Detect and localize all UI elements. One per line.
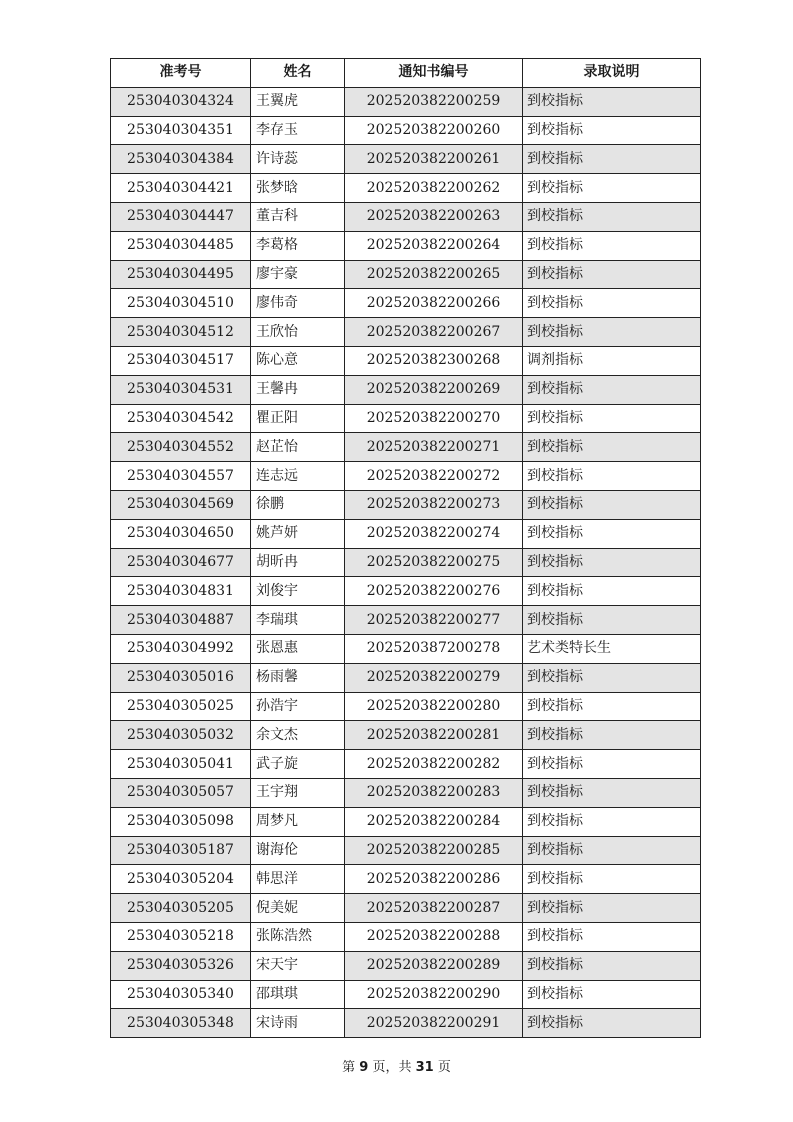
cell-notice-number: 202520382200285 [345, 836, 523, 865]
cell-admission-note: 到校指标 [523, 116, 701, 145]
cell-name: 谢海伦 [251, 836, 345, 865]
table-row [111, 346, 701, 375]
cell-admission-note: 到校指标 [523, 951, 701, 980]
table-row [111, 462, 701, 491]
cell-notice-number: 202520382200259 [345, 87, 523, 116]
cell-notice-number: 202520382200264 [345, 231, 523, 260]
cell-admission-note: 调剂指标 [523, 346, 701, 375]
cell-notice-number: 202520382200279 [345, 663, 523, 692]
cell-exam-number: 253040304510 [111, 289, 251, 318]
cell-notice-number: 202520382200272 [345, 462, 523, 491]
table-body [111, 87, 701, 1037]
table-row [111, 836, 701, 865]
table-row [111, 922, 701, 951]
cell-name: 陈心意 [251, 346, 345, 375]
table-row [111, 289, 701, 318]
cell-admission-note: 到校指标 [523, 375, 701, 404]
cell-name: 董吉科 [251, 202, 345, 231]
footer-prefix: 第 [342, 1060, 360, 1075]
cell-name: 邵琪琪 [251, 980, 345, 1009]
cell-exam-number: 253040304324 [111, 87, 251, 116]
table-row [111, 778, 701, 807]
footer-total-pages: 31 [415, 1060, 434, 1075]
cell-name: 李葛格 [251, 231, 345, 260]
table-row [111, 375, 701, 404]
cell-notice-number: 202520382200275 [345, 548, 523, 577]
cell-admission-note: 到校指标 [523, 980, 701, 1009]
cell-notice-number: 202520382200262 [345, 174, 523, 203]
cell-admission-note: 到校指标 [523, 404, 701, 433]
table-header [111, 59, 701, 88]
cell-name: 廖伟奇 [251, 289, 345, 318]
cell-name: 韩思洋 [251, 865, 345, 894]
table-row [111, 87, 701, 116]
cell-exam-number: 253040305340 [111, 980, 251, 1009]
cell-notice-number: 202520382200289 [345, 951, 523, 980]
cell-notice-number: 202520382200273 [345, 490, 523, 519]
cell-exam-number: 253040305205 [111, 894, 251, 923]
cell-admission-note: 到校指标 [523, 692, 701, 721]
footer-middle: 页，共 [368, 1060, 416, 1075]
cell-notice-number: 202520382200288 [345, 922, 523, 951]
table-row [111, 663, 701, 692]
cell-admission-note: 到校指标 [523, 865, 701, 894]
cell-exam-number: 253040304557 [111, 462, 251, 491]
header-row [111, 59, 701, 88]
cell-exam-number: 253040304569 [111, 490, 251, 519]
cell-exam-number: 253040304677 [111, 548, 251, 577]
cell-name: 瞿正阳 [251, 404, 345, 433]
cell-exam-number: 253040305098 [111, 807, 251, 836]
cell-exam-number: 253040304495 [111, 260, 251, 289]
cell-exam-number: 253040305057 [111, 778, 251, 807]
admission-list-sheet [110, 58, 700, 1038]
cell-exam-number: 253040305348 [111, 1009, 251, 1038]
cell-name: 连志远 [251, 462, 345, 491]
table-row [111, 318, 701, 347]
cell-name: 赵芷怡 [251, 433, 345, 462]
cell-exam-number: 253040304992 [111, 634, 251, 663]
cell-notice-number: 202520382200270 [345, 404, 523, 433]
table-row [111, 606, 701, 635]
table-row [111, 174, 701, 203]
cell-notice-number: 202520387200278 [345, 634, 523, 663]
table-row [111, 577, 701, 606]
cell-name: 徐鹏 [251, 490, 345, 519]
cell-exam-number: 253040304512 [111, 318, 251, 347]
cell-name: 宋天宇 [251, 951, 345, 980]
cell-exam-number: 253040305326 [111, 951, 251, 980]
cell-exam-number: 253040304447 [111, 202, 251, 231]
table-row [111, 980, 701, 1009]
cell-notice-number: 202520382200286 [345, 865, 523, 894]
page-footer [0, 1056, 793, 1075]
table-row [111, 865, 701, 894]
cell-name: 王欣怡 [251, 318, 345, 347]
cell-notice-number: 202520382200266 [345, 289, 523, 318]
cell-notice-number: 202520382200274 [345, 519, 523, 548]
footer-suffix: 页 [433, 1060, 451, 1075]
cell-name: 胡昕冉 [251, 548, 345, 577]
header-exam-number: 准考号 [111, 59, 251, 88]
cell-admission-note: 到校指标 [523, 87, 701, 116]
cell-notice-number: 202520382200263 [345, 202, 523, 231]
cell-admission-note: 到校指标 [523, 922, 701, 951]
cell-name: 王宇翔 [251, 778, 345, 807]
cell-admission-note: 到校指标 [523, 519, 701, 548]
table-row [111, 692, 701, 721]
cell-name: 张陈浩然 [251, 922, 345, 951]
cell-exam-number: 253040305218 [111, 922, 251, 951]
cell-admission-note: 到校指标 [523, 490, 701, 519]
cell-admission-note: 到校指标 [523, 894, 701, 923]
cell-name: 刘俊宇 [251, 577, 345, 606]
table-row [111, 260, 701, 289]
cell-exam-number: 253040305041 [111, 750, 251, 779]
table-row [111, 202, 701, 231]
cell-exam-number: 253040304650 [111, 519, 251, 548]
cell-admission-note: 艺术类特长生 [523, 634, 701, 663]
cell-admission-note: 到校指标 [523, 606, 701, 635]
cell-notice-number: 202520382200271 [345, 433, 523, 462]
cell-notice-number: 202520382200277 [345, 606, 523, 635]
cell-exam-number: 253040304421 [111, 174, 251, 203]
cell-exam-number: 253040305187 [111, 836, 251, 865]
cell-notice-number: 202520382200261 [345, 145, 523, 174]
cell-admission-note: 到校指标 [523, 289, 701, 318]
header-admission-note: 录取说明 [523, 59, 701, 88]
cell-exam-number: 253040305025 [111, 692, 251, 721]
cell-name: 张恩惠 [251, 634, 345, 663]
cell-admission-note: 到校指标 [523, 577, 701, 606]
cell-name: 王翼虎 [251, 87, 345, 116]
cell-name: 宋诗雨 [251, 1009, 345, 1038]
cell-notice-number: 202520382200269 [345, 375, 523, 404]
cell-name: 李存玉 [251, 116, 345, 145]
cell-admission-note: 到校指标 [523, 548, 701, 577]
cell-exam-number: 253040304485 [111, 231, 251, 260]
cell-notice-number: 202520382200290 [345, 980, 523, 1009]
cell-exam-number: 253040304384 [111, 145, 251, 174]
cell-admission-note: 到校指标 [523, 807, 701, 836]
table-row [111, 433, 701, 462]
cell-exam-number: 253040304517 [111, 346, 251, 375]
cell-notice-number: 202520382200291 [345, 1009, 523, 1038]
cell-admission-note: 到校指标 [523, 750, 701, 779]
table-row [111, 490, 701, 519]
cell-notice-number: 202520382200284 [345, 807, 523, 836]
cell-notice-number: 202520382200260 [345, 116, 523, 145]
table-row [111, 519, 701, 548]
cell-admission-note: 到校指标 [523, 318, 701, 347]
cell-exam-number: 253040305204 [111, 865, 251, 894]
header-notice-number: 通知书编号 [345, 59, 523, 88]
table-row [111, 231, 701, 260]
cell-notice-number: 202520382200287 [345, 894, 523, 923]
cell-name: 廖宇豪 [251, 260, 345, 289]
cell-notice-number: 202520382200281 [345, 721, 523, 750]
cell-name: 王馨冉 [251, 375, 345, 404]
cell-admission-note: 到校指标 [523, 1009, 701, 1038]
cell-admission-note: 到校指标 [523, 202, 701, 231]
table-row [111, 807, 701, 836]
cell-name: 李瑞琪 [251, 606, 345, 635]
cell-admission-note: 到校指标 [523, 778, 701, 807]
table-row [111, 145, 701, 174]
cell-admission-note: 到校指标 [523, 145, 701, 174]
table-row [111, 116, 701, 145]
table-row [111, 634, 701, 663]
cell-exam-number: 253040304887 [111, 606, 251, 635]
table-row [111, 548, 701, 577]
cell-name: 周梦凡 [251, 807, 345, 836]
cell-exam-number: 253040304542 [111, 404, 251, 433]
cell-name: 张梦晗 [251, 174, 345, 203]
cell-exam-number: 253040305016 [111, 663, 251, 692]
cell-notice-number: 202520382200280 [345, 692, 523, 721]
cell-exam-number: 253040304531 [111, 375, 251, 404]
cell-exam-number: 253040304351 [111, 116, 251, 145]
cell-name: 杨雨馨 [251, 663, 345, 692]
cell-exam-number: 253040305032 [111, 721, 251, 750]
cell-exam-number: 253040304552 [111, 433, 251, 462]
cell-admission-note: 到校指标 [523, 231, 701, 260]
cell-notice-number: 202520382200283 [345, 778, 523, 807]
cell-name: 许诗蕊 [251, 145, 345, 174]
table-row [111, 951, 701, 980]
cell-admission-note: 到校指标 [523, 260, 701, 289]
table-row [111, 721, 701, 750]
cell-notice-number: 202520382200265 [345, 260, 523, 289]
cell-notice-number: 202520382200276 [345, 577, 523, 606]
cell-name: 武子旋 [251, 750, 345, 779]
cell-notice-number: 202520382300268 [345, 346, 523, 375]
cell-admission-note: 到校指标 [523, 663, 701, 692]
admission-table [110, 58, 701, 1038]
table-row [111, 404, 701, 433]
cell-exam-number: 253040304831 [111, 577, 251, 606]
table-row [111, 894, 701, 923]
cell-admission-note: 到校指标 [523, 836, 701, 865]
table-row [111, 1009, 701, 1038]
cell-admission-note: 到校指标 [523, 174, 701, 203]
cell-admission-note: 到校指标 [523, 433, 701, 462]
cell-name: 余文杰 [251, 721, 345, 750]
cell-notice-number: 202520382200267 [345, 318, 523, 347]
cell-name: 孙浩宇 [251, 692, 345, 721]
cell-admission-note: 到校指标 [523, 462, 701, 491]
footer-page-number: 9 [359, 1060, 369, 1075]
cell-name: 倪美妮 [251, 894, 345, 923]
cell-notice-number: 202520382200282 [345, 750, 523, 779]
header-name: 姓名 [251, 59, 345, 88]
table-row [111, 750, 701, 779]
cell-name: 姚芦妍 [251, 519, 345, 548]
cell-admission-note: 到校指标 [523, 721, 701, 750]
